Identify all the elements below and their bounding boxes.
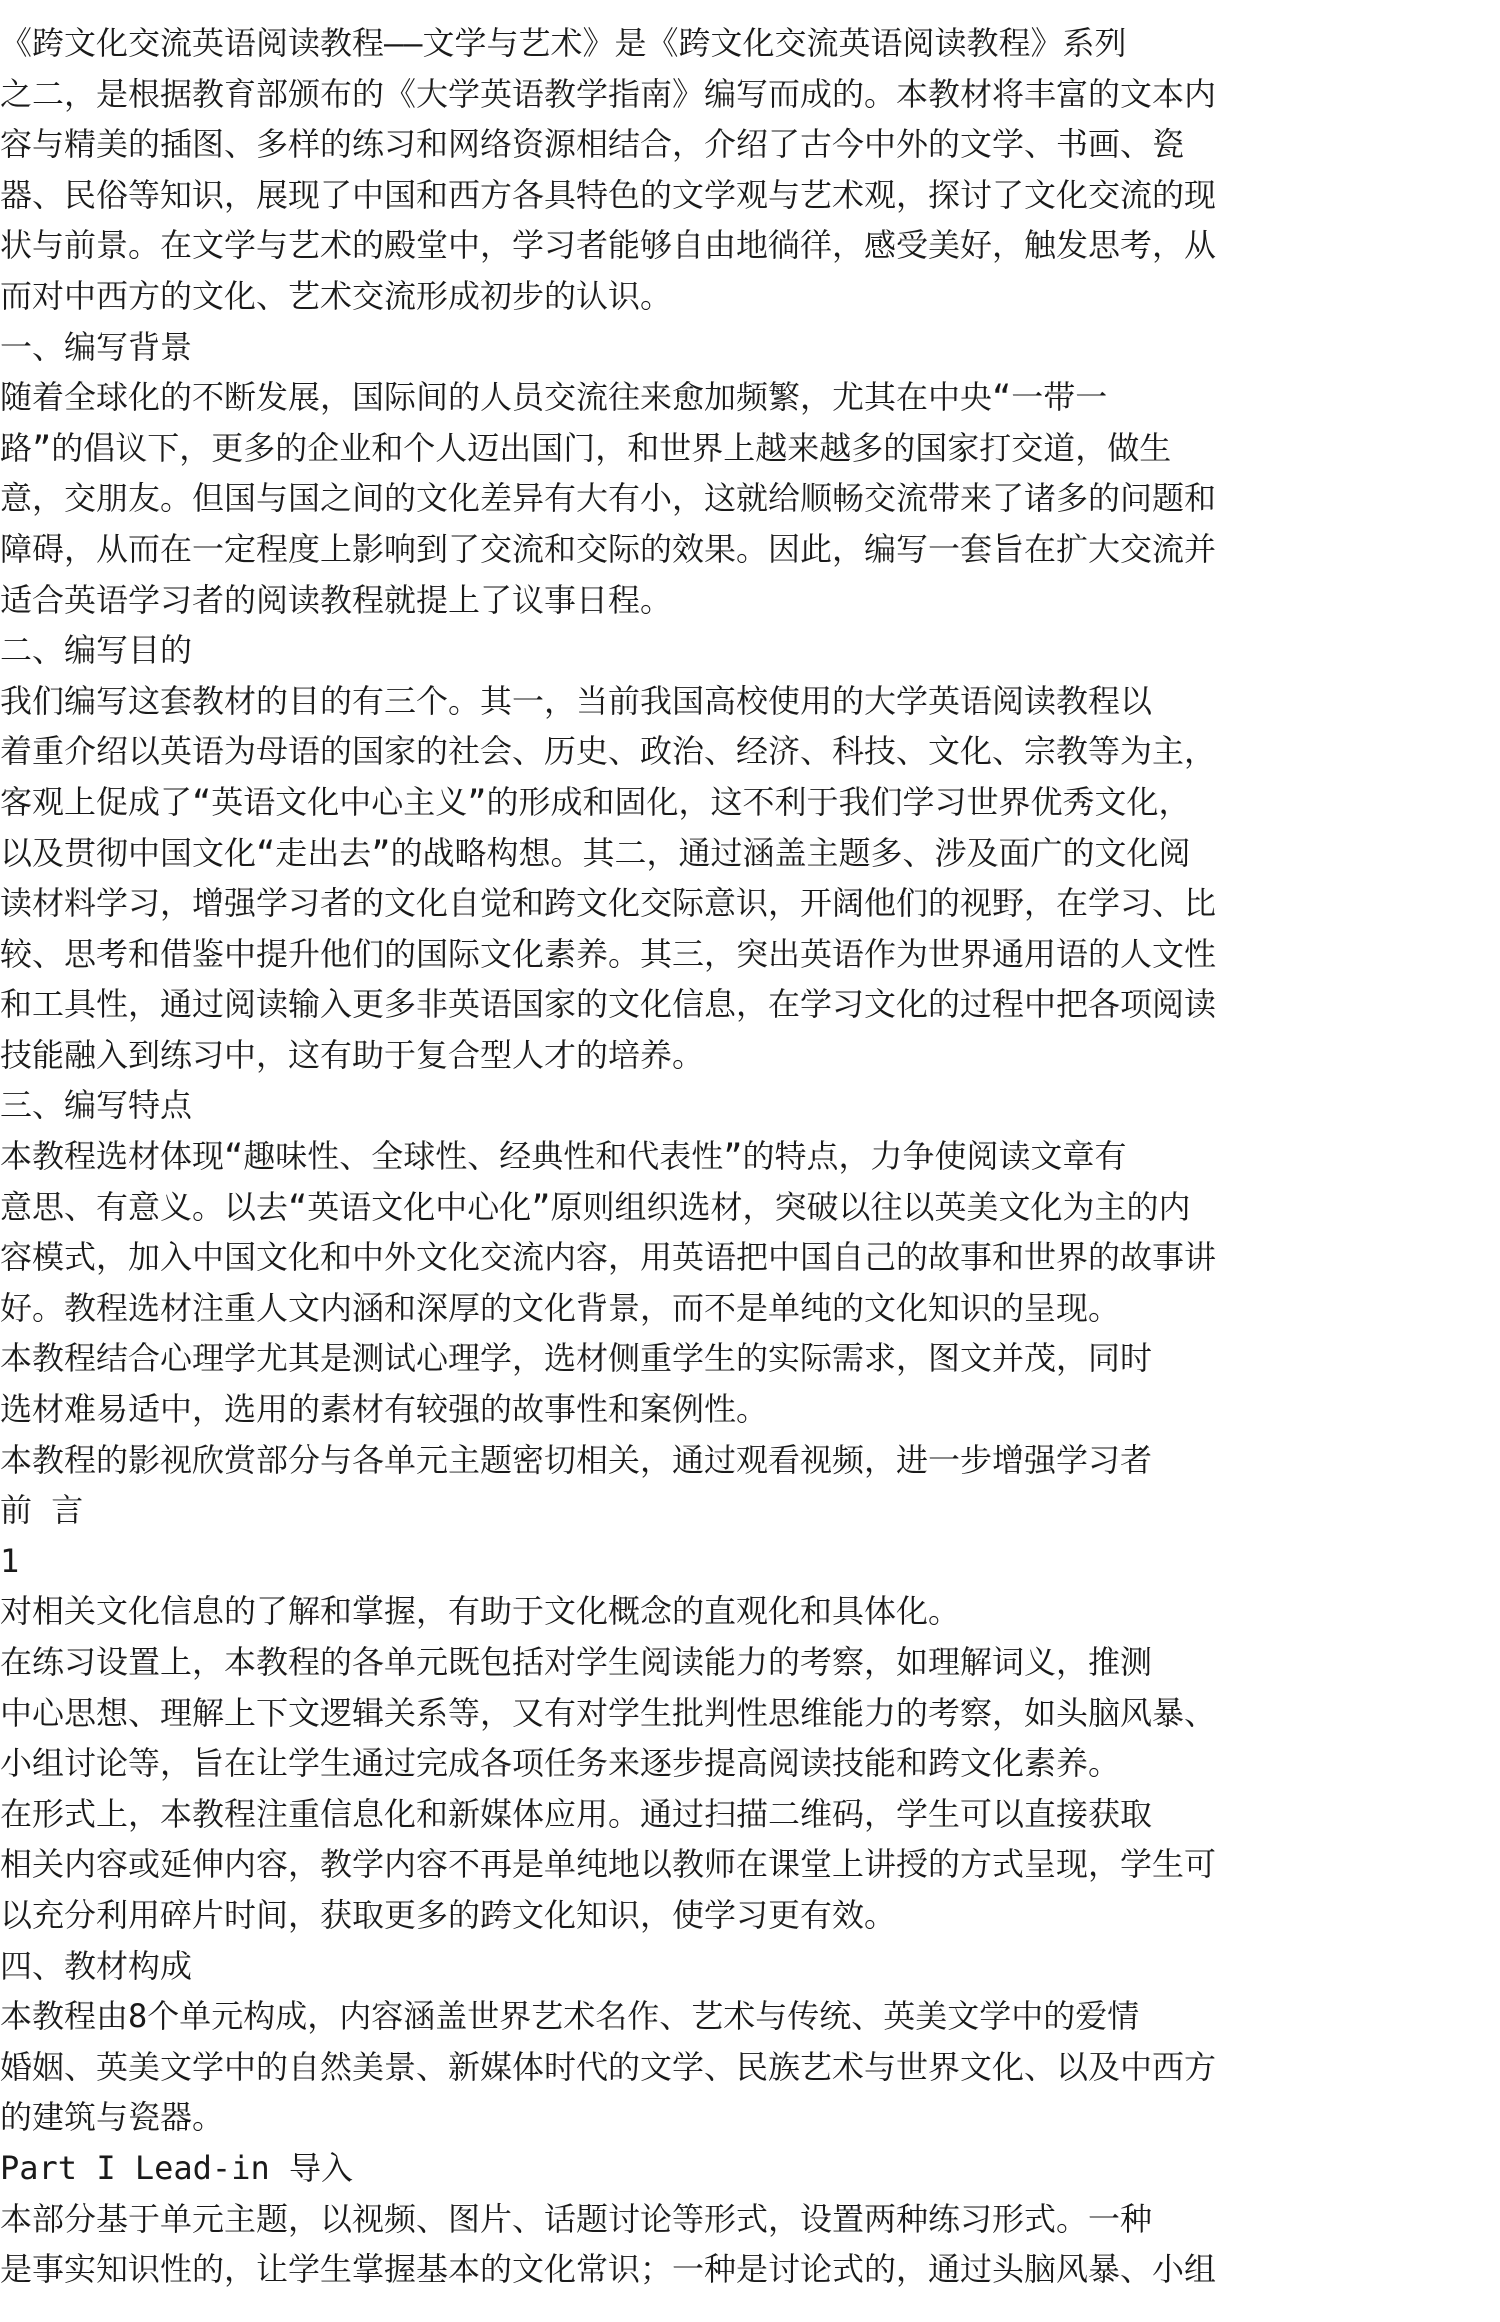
text-line: 1 <box>0 1541 20 1580</box>
text-line: 而对中西方的文化、艺术交流形成初步的认识。 <box>0 276 673 315</box>
text-line: 以充分利用碎片时间，获取更多的跨文化知识，使学习更有效。 <box>0 1895 897 1934</box>
text-line: 四、教材构成 <box>0 1946 193 1985</box>
text-line: 客观上促成了“英语文化中心主义”的形成和固化，这不利于我们学习世界优秀文化， <box>0 782 1191 821</box>
text-line: Part I Lead-in 导入 <box>0 2148 353 2187</box>
text-line: 本教程由8个单元构成，内容涵盖世界艺术名作、艺术与传统、英美文学中的爱情 <box>0 1997 1140 2036</box>
text-line: 中心思想、理解上下文逻辑关系等，又有对学生批判性思维能力的考察，如头脑风暴、 <box>0 1693 1217 1732</box>
text-line: 读材料学习，增强学习者的文化自觉和跨文化交际意识，开阔他们的视野，在学习、比 <box>0 884 1217 923</box>
text-line: 好。教程选材注重人文内涵和深厚的文化背景，而不是单纯的文化知识的呈现。 <box>0 1288 1121 1327</box>
text-line: 技能融入到练习中，这有助于复合型人才的培养。 <box>0 1035 705 1074</box>
text-line: 在形式上，本教程注重信息化和新媒体应用。通过扫描二维码，学生可以直接获取 <box>0 1794 1153 1833</box>
text-line: 二、编写目的 <box>0 631 193 670</box>
text-line: 之二，是根据教育部颁布的《大学英语教学指南》编写而成的。本教材将丰富的文本内 <box>0 74 1217 113</box>
text-line: 婚姻、英美文学中的自然美景、新媒体时代的文学、民族艺术与世界文化、以及中西方 <box>0 2047 1217 2086</box>
text-line: 障碍，从而在一定程度上影响到了交流和交际的效果。因此，编写一套旨在扩大交流并 <box>0 529 1217 568</box>
text-line: 意，交朋友。但国与国之间的文化差异有大有小，这就给顺畅交流带来了诸多的问题和 <box>0 479 1217 518</box>
text-line: 器、民俗等知识，展现了中国和西方各具特色的文学观与艺术观，探讨了文化交流的现 <box>0 175 1217 214</box>
text-line: 路”的倡议下，更多的企业和个人迈出国门，和世界上越来越多的国家打交道，做生 <box>0 428 1172 467</box>
text-line: 状与前景。在文学与艺术的殿堂中，学习者能够自由地徜徉，感受美好，触发思考，从 <box>0 226 1217 265</box>
text-line: 本教程的影视欣赏部分与各单元主题密切相关，通过观看视频，进一步增强学习者 <box>0 1440 1153 1479</box>
text-line: 本部分基于单元主题，以视频、图片、话题讨论等形式，设置两种练习形式。一种 <box>0 2199 1153 2238</box>
text-line: 小组讨论等，旨在让学生通过完成各项任务来逐步提高阅读技能和跨文化素养。 <box>0 1744 1121 1783</box>
text-line: 容与精美的插图、多样的练习和网络资源相结合，介绍了古今中外的文学、书画、瓷 <box>0 125 1185 164</box>
text-line: 随着全球化的不断发展，国际间的人员交流往来愈加频繁，尤其在中央“一带一 <box>0 378 1108 417</box>
text-line: 以及贯彻中国文化“走出去”的战略构想。其二，通过涵盖主题多、涉及面广的文化阅 <box>0 833 1191 872</box>
text-line: 容模式，加入中国文化和中外文化交流内容，用英语把中国自己的故事和世界的故事讲 <box>0 1238 1217 1277</box>
text-line: 在练习设置上，本教程的各单元既包括对学生阅读能力的考察，如理解词义，推测 <box>0 1643 1153 1681</box>
text-line: 《跨文化交流英语阅读教程——文学与艺术》是《跨文化交流英语阅读教程》系列 <box>0 24 1127 62</box>
text-line: 本教程结合心理学尤其是测试心理学，选材侧重学生的实际需求，图文并茂，同时 <box>0 1339 1153 1378</box>
document-page <box>0 18 1500 2295</box>
text-line: 选材难易适中，选用的素材有较强的故事性和案例性。 <box>0 1390 769 1429</box>
text-line: 较、思考和借鉴中提升他们的国际文化素养。其三，突出英语作为世界通用语的人文性 <box>0 934 1217 973</box>
text-line: 是事实知识性的，让学生掌握基本的文化常识；一种是讨论式的，通过头脑风暴、小组 <box>0 2250 1217 2289</box>
text-line: 我们编写这套教材的目的有三个。其一，当前我国高校使用的大学英语阅读教程以 <box>0 681 1153 720</box>
text-line: 前 言 <box>0 1491 84 1530</box>
text-line: 相关内容或延伸内容，教学内容不再是单纯地以教师在课堂上讲授的方式呈现，学生可 <box>0 1845 1217 1884</box>
text-line: 三、编写特点 <box>0 1086 193 1125</box>
text-line: 一、编写背景 <box>0 327 193 366</box>
text-line: 本教程选材体现“趣味性、全球性、经典性和代表性”的特点，力争使阅读文章有 <box>0 1137 1127 1176</box>
text-line: 对相关文化信息的了解和掌握，有助于文化概念的直观化和具体化。 <box>0 1592 961 1631</box>
text-line: 着重介绍以英语为母语的国家的社会、历史、政治、经济、科技、文化、宗教等为主， <box>0 732 1217 771</box>
text-line: 意思、有意义。以去“英语文化中心化”原则组织选材，突破以往以英美文化为主的内 <box>0 1187 1191 1226</box>
text-line: 适合英语学习者的阅读教程就提上了议事日程。 <box>0 580 673 619</box>
text-line: 的建筑与瓷器。 <box>0 2098 225 2137</box>
text-line: 和工具性，通过阅读输入更多非英语国家的文化信息，在学习文化的过程中把各项阅读 <box>0 985 1217 1024</box>
